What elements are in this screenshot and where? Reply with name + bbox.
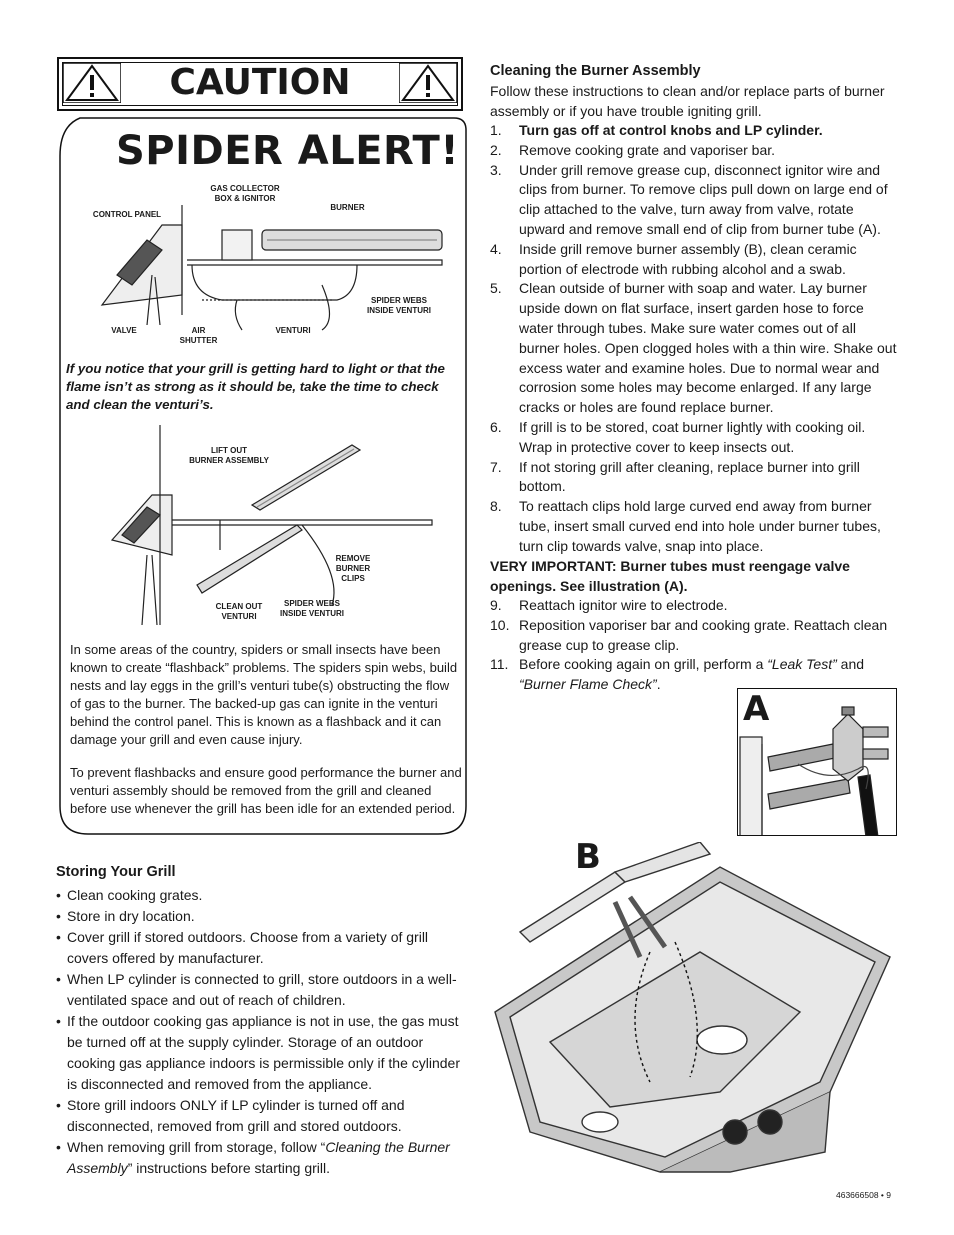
label-gas-collector: GAS COLLECTOR BOX & IGNITOR [210,184,280,203]
label-clean-out: CLEAN OUT VENTURI [215,602,263,621]
list-item: 11. Before cooking again on grill, perform a “Leak Test” and “Burner Flame Check”. [490,656,865,693]
list-item: 10. Reposition vaporiser bar and cooking grate. Reattach clean grease cup to grease clip. [490,616,888,653]
very-important-note: VERY IMPORTANT: Burner tubes must reengage valve openings. See illustration (A). [490,558,850,594]
list-item: • Clean cooking grates. [56,885,466,906]
page-footer: 463666508 • 9 [836,1190,891,1200]
caution-banner [57,57,463,111]
figure-b [490,837,900,1182]
label-spider-webs: SPIDER WEBS INSIDE VENTURI [366,296,431,315]
caution-title: CAUTION [169,62,351,103]
list-item: 5. Clean outside of burner with soap and water. Lay burner upside down on flat surface, insert garden hose to force water through tubes. Make sure water comes out of all burner holes. Open clogged holes with a thin wire. Shake out excess water and examine holes. Due to normal wear and corrosion some holes may become enlarged. If any large cracks or holes are found replace burner. [490,280,897,416]
cleaning-steps-continued [490,596,900,695]
label-control-panel: CONTROL PANEL [92,210,162,219]
venturi-diagram [92,185,452,345]
cleaning-intro: Follow these instructions to clean and/or replace parts of burner assembly or if you have trouble igniting grill. [490,83,885,119]
list-item: 6. If grill is to be stored, coat burner lightly with cooking oil. Wrap in protective cover to keep insects out. [490,418,866,455]
figure-b-label: B [575,837,601,877]
list-item: 7. If not storing grill after cleaning, replace burner into grill bottom. [490,458,860,495]
grill-bottom-illustration [490,842,900,1182]
list-item: • Store grill indoors ONLY if LP cylinder is turned off and disconnected, removed from grill and stored outdoors. [56,1095,466,1137]
list-item: • Cover grill if stored outdoors. Choose from a variety of grill covers offered by manufacturer. [56,927,466,969]
warning-icon [399,63,457,103]
list-item: • When removing grill from storage, follow “Cleaning the Burner Assembly” instructions before starting grill. [56,1137,466,1179]
list-item: • If the outdoor cooking gas appliance is not in use, the gas must be turned off at the supply cylinder. Storage of an outdoor cooking gas appliance indoors is permissible only if the cylinder is disconnected and removed from the appliance. [56,1011,466,1095]
label-remove-clips: REMOVE BURNER CLIPS [335,554,371,583]
spider-paragraph-2: To prevent flashbacks and ensure good performance the burner and venturi assembly should be removed from the grill and cleaned before use whenever the grill has been idle for an extended period. [70,765,462,816]
list-item: 1. Turn gas off at control knobs and LP cylinder. [490,122,823,138]
valve-clip-illustration [738,689,897,836]
list-item: 2. Remove cooking grate and vaporiser bar. [490,141,776,158]
warning-icon [63,63,121,103]
figure-a [737,688,897,836]
list-item: • Store in dry location. [56,906,466,927]
label-air-shutter: AIR SHUTTER [179,326,218,345]
label-venturi: VENTURI [275,326,311,335]
label-burner: BURNER [330,203,365,212]
cleaning-heading: Cleaning the Burner Assembly [490,63,701,79]
list-item: • When LP cylinder is connected to grill, store outdoors in a well-ventilated space and out of reach of children. [56,969,466,1011]
spider-paragraph-1: In some areas of the country, spiders or small insects have been known to create “flashback” problems. The spiders spin webs, build nests and lay eggs in the grill’s venturi tube(s) obstructing the flow of gas to the burner. The backed-up gas can ignite in the venturi behind the control panel. This is known as a flashback and it can damage your grill and even cause injury. [70,642,458,747]
spider-alert-title: SPIDER ALERT! [116,128,460,174]
list-item: 8. To reattach clips hold large curved end away from burner tube, insert small curved end into hole under burner tubes, turn clip towards valve, snap into place. [490,498,881,554]
label-spider-webs-2: SPIDER WEBS INSIDE VENTURI [279,599,344,618]
figure-a-label: A [743,689,770,729]
cleaning-steps [490,121,900,557]
spider-note: If you notice that your grill is getting hard to light or that the flame isn’t as strong as it should be, take the time to check and clean the venturi’s. [66,361,445,412]
storing-list [56,885,466,1179]
label-valve: VALVE [111,326,137,335]
list-item: 4. Inside grill remove burner assembly (B), clean ceramic portion of electrode with rubbing alcohol and a swab. [490,240,857,277]
label-lift-out: LIFT OUT BURNER ASSEMBLY [189,446,269,465]
list-item: 9. Reattach ignitor wire to electrode. [490,597,728,613]
list-item: 3. Under grill remove grease cup, disconnect ignitor wire and clips from burner. To remove clips pull down on large end of clip attached to the valve, turn away from valve, rotate upward and remove small end of clip from burner tube (A). [490,161,888,237]
storing-heading: Storing Your Grill [56,864,176,880]
